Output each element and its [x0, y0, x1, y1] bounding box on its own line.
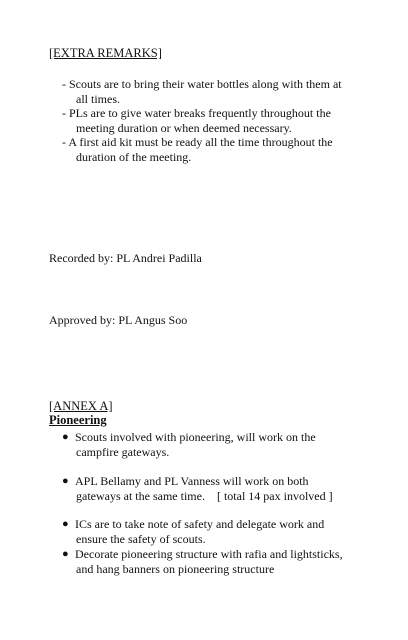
annex-item-2-line-2: gateways at the same time. [ total 14 pax involved ]: [76, 489, 333, 503]
remark-3-line-2: duration of the meeting.: [76, 150, 192, 164]
annex-item-2-line-1: APL Bellamy and PL Vanness will work on both: [75, 474, 309, 488]
recorded-by: Recorded by: PL Andrei Padilla: [49, 251, 202, 265]
annex-item-1-line-1: Scouts involved with pioneering, will work on the: [75, 430, 316, 444]
annex-item-4-line-2: and hang banners on pioneering structure: [76, 562, 275, 576]
bullet-icon: ●: [62, 518, 69, 530]
remark-2-line-1: - PLs are to give water breaks frequently throughout the: [62, 106, 331, 120]
bullet-icon: ●: [62, 431, 69, 443]
remark-1-line-2: all times.: [76, 92, 120, 106]
approved-by: Approved by: PL Angus Soo: [49, 313, 188, 327]
bullet-icon: ●: [62, 548, 69, 560]
remark-2-line-2: meeting duration or when deemed necessary.: [76, 121, 292, 135]
remark-3-line-1: - A first aid kit must be ready all the time throughout the: [62, 135, 333, 149]
remark-1-line-1: - Scouts are to bring their water bottles along with them at: [62, 77, 342, 91]
annex-item-3-line-1: ICs are to take note of safety and delegate work and: [75, 517, 325, 531]
extra-remarks-heading: [EXTRA REMARKS]: [49, 46, 162, 60]
annex-heading: [ANNEX A]: [49, 399, 113, 413]
annex-item-4-line-1: Decorate pioneering structure with rafia and lightsticks,: [75, 547, 343, 561]
annex-item-3-line-2: ensure the safety of scouts.: [76, 532, 206, 546]
bullet-icon: ●: [62, 475, 69, 487]
annex-item-1-line-2: campfire gateways.: [76, 445, 170, 459]
annex-subheading: Pioneering: [49, 413, 107, 427]
